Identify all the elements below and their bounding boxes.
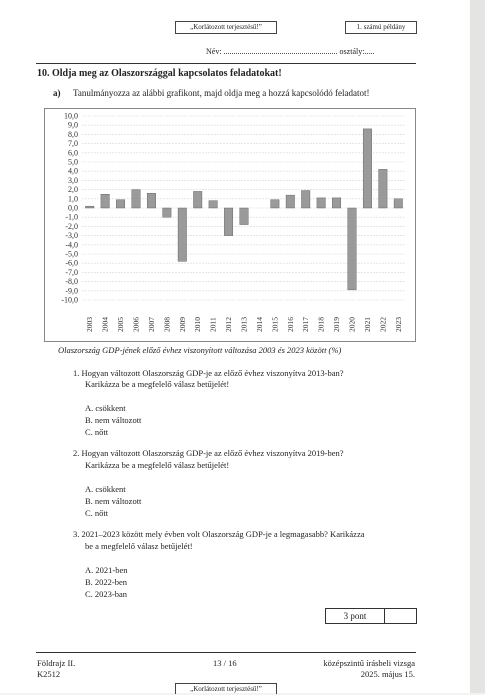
name-class-line: Név: ......................................................... osztály:..... [206, 47, 375, 56]
bar-2020 [348, 208, 356, 290]
task-3-question: 3. 2021–2023 között mely évben volt Olaszország GDP-je a legmagasabb? Karikázza [73, 529, 365, 539]
y-tick-label: -10,0 [61, 295, 78, 305]
x-tick-label-2021: 2021 [362, 317, 372, 332]
restriction-label: „Korlátozott terjesztésű!” [190, 23, 262, 31]
y-tick-label: -4,0 [65, 240, 78, 250]
x-tick-label-2006: 2006 [131, 317, 141, 332]
x-tick-label-2019: 2019 [332, 317, 342, 332]
x-tick-label-2013: 2013 [239, 317, 249, 332]
y-tick-label: -7,0 [65, 267, 78, 277]
points-label: 3 pont [326, 609, 385, 623]
bar-2019 [332, 198, 340, 208]
bar-2011 [209, 201, 217, 208]
x-tick-label-2023: 2023 [393, 317, 403, 332]
bar-2022 [379, 169, 387, 208]
bar-2012 [224, 208, 232, 236]
part-instruction: Tanulmányozza az alábbi grafikont, majd oldja meg a hozzá kapcsolódó feladatot! [73, 88, 370, 98]
restriction-label-box [175, 21, 277, 34]
bar-2008 [163, 208, 171, 217]
task-2-option-a[interactable]: A. csökkent [85, 484, 126, 494]
y-tick-label: 3,0 [68, 175, 78, 185]
task-1-option-a[interactable]: A. csökkent [85, 403, 126, 413]
bar-2005 [116, 200, 124, 208]
x-tick-label-2003: 2003 [85, 317, 95, 332]
footer-date: 2025. május 15. [360, 669, 415, 679]
x-tick-label-2008: 2008 [162, 317, 172, 332]
bar-2004 [101, 194, 109, 208]
task-3-option-a[interactable]: A. 2021-ben [85, 565, 128, 575]
task-3-instruction: be a megfelelő válasz betűjelét! [85, 541, 193, 551]
x-tick-label-2007: 2007 [146, 317, 156, 332]
y-tick-label: 2,0 [68, 185, 78, 195]
x-tick-label-2015: 2015 [270, 317, 280, 332]
bar-2015 [271, 200, 279, 208]
question-title: 10. Oldja meg az Olaszországgal kapcsolatos feladatokat! [37, 68, 282, 79]
footer-divider [36, 652, 416, 653]
x-tick-label-2011: 2011 [208, 317, 218, 332]
y-tick-label: -3,0 [65, 231, 78, 241]
task-2-question: 2. Hogyan változott Olaszország GDP-je az előző évhez viszonyítva 2019-ben? [73, 448, 344, 458]
x-tick-label-2020: 2020 [347, 317, 357, 332]
footer-code: K2512 [37, 669, 61, 679]
bar-2003 [85, 206, 93, 208]
x-tick-label-2018: 2018 [316, 317, 326, 332]
chart-caption: Olaszország GDP-jének előző évhez viszonyított változása 2003 és 2023 között (%) [58, 345, 342, 355]
task-1-question: 1. Hogyan változott Olaszország GDP-je az előző évhez viszonyítva 2013-ban? [73, 368, 344, 378]
task-1-instruction: Karikázza be a megfelelő válasz betűjelét! [85, 379, 230, 389]
footer-exam-type: középszintű írásbeli vizsga [323, 658, 415, 668]
x-tick-label-2017: 2017 [301, 317, 311, 332]
task-3-option-c[interactable]: C. 2023-ban [85, 589, 128, 599]
y-tick-label: -2,0 [65, 221, 78, 231]
y-tick-label: 8,0 [68, 129, 78, 139]
points-box [325, 608, 417, 624]
copy-label-box [345, 21, 417, 34]
task-2-option-b[interactable]: B. nem változott [85, 496, 142, 506]
task-1-option-c[interactable]: C. nőtt [85, 427, 109, 437]
y-tick-label: 6,0 [68, 148, 78, 158]
part-label: a) [53, 88, 61, 98]
bar-2009 [178, 208, 186, 261]
bar-2010 [193, 191, 201, 208]
task-3-option-b[interactable]: B. 2022-ben [85, 577, 128, 587]
y-tick-label: -9,0 [65, 286, 78, 296]
header-divider [36, 63, 416, 64]
bottom-restriction-box [175, 683, 277, 694]
x-tick-label-2004: 2004 [100, 317, 110, 332]
bar-2006 [132, 190, 140, 208]
y-tick-label: 1,0 [68, 194, 78, 204]
x-tick-label-2012: 2012 [224, 317, 234, 332]
bar-2013 [240, 208, 248, 225]
bar-2017 [301, 191, 309, 208]
footer-page-number: 13 / 16 [213, 658, 237, 668]
x-tick-label-2016: 2016 [285, 317, 295, 332]
y-tick-label: -1,0 [65, 212, 78, 222]
y-tick-label: 0,0 [68, 203, 78, 213]
bar-2023 [394, 199, 402, 208]
y-tick-label: -8,0 [65, 277, 78, 287]
y-tick-label: 7,0 [68, 139, 78, 149]
task-2-option-c[interactable]: C. nőtt [85, 508, 109, 518]
x-tick-label-2005: 2005 [116, 317, 126, 332]
copy-label: 1. számú példány [356, 23, 406, 31]
y-tick-label: 4,0 [68, 166, 78, 176]
x-tick-label-2022: 2022 [378, 317, 388, 332]
x-tick-label-2014: 2014 [254, 317, 264, 332]
x-tick-label-2010: 2010 [193, 317, 203, 332]
y-tick-label: -6,0 [65, 258, 78, 268]
y-tick-label: 9,0 [68, 120, 78, 130]
bar-2016 [286, 195, 294, 208]
gdp-change-chart [44, 108, 414, 340]
bar-2021 [363, 129, 371, 208]
page-edge [470, 0, 485, 693]
x-tick-label-2009: 2009 [177, 317, 187, 332]
task-1-option-b[interactable]: B. nem változott [85, 415, 142, 425]
y-tick-label: 5,0 [68, 157, 78, 167]
y-tick-label: 10,0 [64, 111, 78, 121]
bottom-restriction-label: „Korlátozott terjesztésű!” [190, 685, 262, 693]
task-2-instruction: Karikázza be a megfelelő válasz betűjelét! [85, 460, 230, 470]
footer-subject: Földrajz II. [37, 658, 76, 668]
y-tick-label: -5,0 [65, 249, 78, 259]
bar-2007 [147, 193, 155, 208]
bar-2018 [317, 198, 325, 208]
